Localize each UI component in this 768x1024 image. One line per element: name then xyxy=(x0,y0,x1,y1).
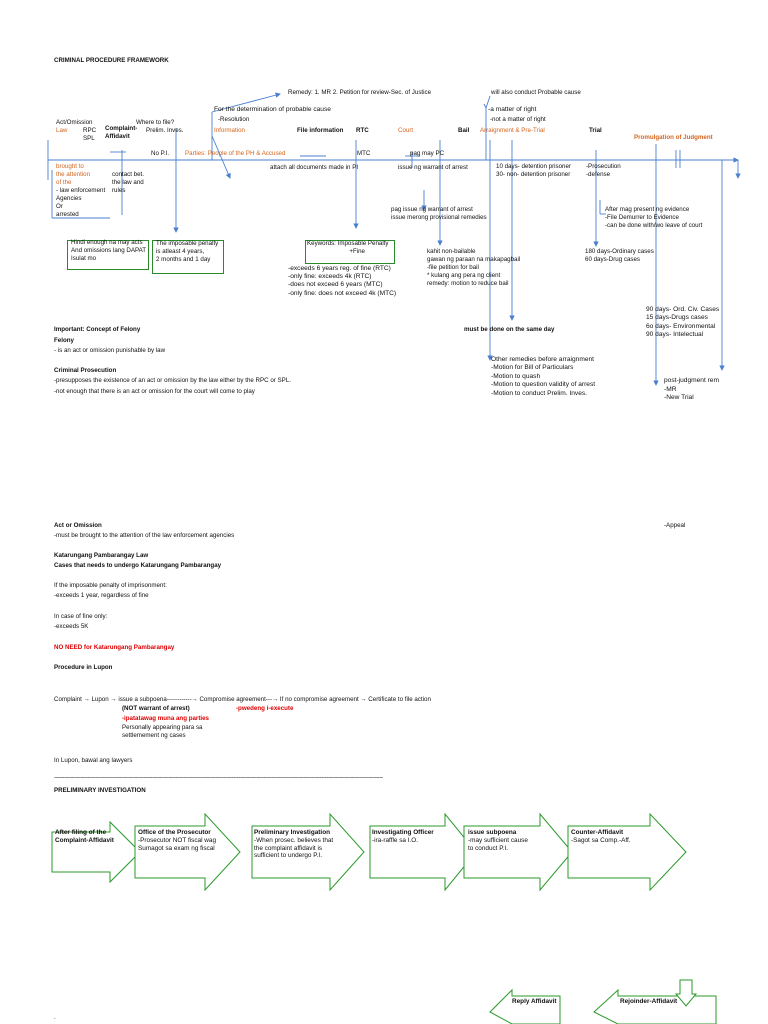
pi-arrow-2: Office of the Prosecutor -Prosecutor NOT fiscal wag Sumagot sa exam ng fiscal xyxy=(138,829,217,852)
act-or-omission-desc: -must be brought to the attention of the law enforcement agencies xyxy=(54,532,235,539)
prelim-inves-label: Prelim. Inves. xyxy=(146,127,184,134)
post-judgment-text: post-judgment rem -MR -New Trial xyxy=(664,377,719,402)
information-label: Information xyxy=(214,127,245,134)
after-evidence-text: After mag present ng evidence -File Demurrer to Evidence -can be done with/wo leave of court xyxy=(605,206,703,229)
prosecution-defense-text: -Prosecution -defense xyxy=(586,163,621,178)
attach-text: attach all documents made in PI xyxy=(270,164,359,171)
important-title: Important: Concept of Felony xyxy=(54,326,141,333)
hindi-text: Hindi enough na may acts And omissions lang DAPAT Isulat mo xyxy=(71,239,147,262)
resolution-text: -Resolution xyxy=(218,116,250,123)
ordinary-cases-text: 180 days-Ordinary cases 60 days-Drug cases xyxy=(585,248,654,263)
exceeds-1yr-text: -exceeds 1 year, regardless of fine xyxy=(54,592,149,599)
spl-label: SPL xyxy=(83,135,95,142)
lupon-flow-text: Complaint → Lupon → issue a subpoena------------→ Compromise agreement---→ If no compromise agreement → Certificate to file action xyxy=(54,696,431,703)
no-need-text: NO NEED for Katarungang Pambarangay xyxy=(54,644,175,651)
arraignment-label: Arraignment & Pre-Trial xyxy=(480,127,545,134)
pag-may-pc-text: pag may PC xyxy=(410,150,445,157)
same-day-text: must be done on the same day xyxy=(464,326,555,333)
contact-text: contact bet. the law and rules xyxy=(112,171,144,194)
other-remedies-text: Other remedies before arraignment -Motion for Bill of Particulars -Motion to quash -Motion to question validity of arrest -Motion to conduct Prelim. Inves. xyxy=(491,356,596,397)
personally-text: Personally appearing para sa settlemement ng cases xyxy=(122,724,203,739)
pi-arrow-4: Investigating Officer -ira-raffle sa I.O. xyxy=(372,829,434,844)
keywords-text: Keywords: Imposable Penalty +Fine xyxy=(307,240,389,255)
rejoinder-affidavit: Rejoinder-Affidavit xyxy=(620,998,678,1005)
parties-text: Parties: People of the PH & Accused xyxy=(185,150,286,157)
not-matter-text: -not a matter of right xyxy=(490,116,546,123)
kp-law-heading: Katarungang Pambarangay Law xyxy=(54,552,149,559)
court-label: Court xyxy=(398,127,414,134)
reply-affidavit: Reply Affidavit xyxy=(512,998,557,1005)
pi-arrow-5: issue subpoena -may sufficient cause to conduct P.I. xyxy=(468,829,528,852)
dot-mark: . xyxy=(54,1014,56,1021)
probable-cause-text: will also conduct Probable cause xyxy=(491,89,581,96)
remedy-text: Remedy: 1. MR 2. Petition for review-Sec. of Justice xyxy=(288,89,432,96)
exceeds-5k-text: -exceeds 5K xyxy=(54,623,89,630)
criminal-prosecution-heading: Criminal Prosecution xyxy=(54,367,117,374)
page-title: CRIMINAL PROCEDURE FRAMEWORK xyxy=(54,57,169,64)
matter-of-right-text: -a matter of right xyxy=(488,106,537,113)
divider-dashes: ------------------------------------------------------------------------------------------------------------------------------------------------------------------------------------------------------ xyxy=(54,774,383,781)
law-enforcement-text: - law enforcement Agencies Or arrested xyxy=(56,187,106,218)
fine-only-text: In case of fine only: xyxy=(54,613,108,620)
kp-cases-heading: Cases that needs to undergo Katarungang Pambarangay xyxy=(54,562,222,569)
not-warrant-text: (NOT warrant of arrest) xyxy=(122,705,190,712)
mtc-label: MTC xyxy=(357,150,371,157)
file-information-label: File information xyxy=(297,127,344,134)
pi-title: PRELIMINARY INVESTIGATION xyxy=(54,787,146,794)
trial-label: Trial xyxy=(589,127,602,134)
rpc-label: RPC xyxy=(83,127,97,134)
rtc-label: RTC xyxy=(356,127,369,134)
bail-label: Bail xyxy=(458,127,470,134)
where-to-file-label: Where to file? xyxy=(136,119,175,126)
pi-arrow-1: After filing of the Complaint-Affidavit xyxy=(55,829,114,844)
exceeds-text: -exceeds 6 years reg. of fine (RTC) -only fine: exceeds 4k (RTC) -does not exceed 6 years (MTC) -only fine: does not exceed 4k (MTC) xyxy=(288,265,397,297)
act-or-omission-heading: Act or Omission xyxy=(54,522,102,529)
imposable-text: The imposable penalty is atleast 4 years, 2 months and 1 day xyxy=(156,240,219,263)
detention-text: 10 days- detention prisoner 30- non- detention prisoner xyxy=(496,163,571,178)
cp-line-2: -not enough that there is an act or omission for the court will come to play xyxy=(54,388,255,395)
cp-line-1: -presupposes the existence of an act or omission by the law either by the RPC or SPL. xyxy=(54,377,291,384)
imposable-if-text: If the imposable penalty of imprisonment: xyxy=(54,582,167,589)
felony-definition: - is an act or omission punishable by law xyxy=(54,347,166,354)
pwedeng-text: -pwedeng i-execute xyxy=(236,705,294,712)
complaint-affidavit-label: Complaint- Affidavit xyxy=(105,125,138,140)
brought-text: brought to the attention of the xyxy=(56,163,91,186)
determination-text: For the determination of probable cause xyxy=(214,106,331,113)
no-pi-text: No P.I. xyxy=(151,150,170,157)
pag-issue-text: pag issue ng warrant of arrest issue merong provisional remedies xyxy=(391,206,487,221)
procedure-lupon-heading: Procedure in Lupon xyxy=(54,664,113,671)
promulgation-label: Promulgation of Judgment xyxy=(634,134,713,141)
law-label: Law xyxy=(56,127,68,134)
kahit-text: kahit non-bailable gawan ng paraan na makapagbail -file petition for bail * kulang ang pera ng client remedy: motion to reduce bail xyxy=(427,248,521,287)
issue-warrant-text: issue ng warrant of arrest xyxy=(398,164,468,171)
act-omission-label: Act/Omission xyxy=(56,119,93,126)
pi-arrow-3: Preliminary Investigation -When prosec. believes that the complaint affidavit is sufficient to undergo P.I. xyxy=(254,829,334,860)
pi-arrow-6: Counter-Affidavit -Sagot sa Comp.-Aff. xyxy=(571,829,631,844)
in-lupon-text: In Lupon, bawal ang lawyers xyxy=(54,757,133,764)
appeal-text: -Appeal xyxy=(664,522,686,529)
civ-cases-text: 90 days- Ord. Civ. Cases 15 days-Drugs cases 6o days- Environmental 90 days- Intelectual xyxy=(646,306,720,339)
ipatatawag-text: -ipatatawag muna ang parties xyxy=(122,715,209,722)
felony-heading: Felony xyxy=(54,337,74,344)
